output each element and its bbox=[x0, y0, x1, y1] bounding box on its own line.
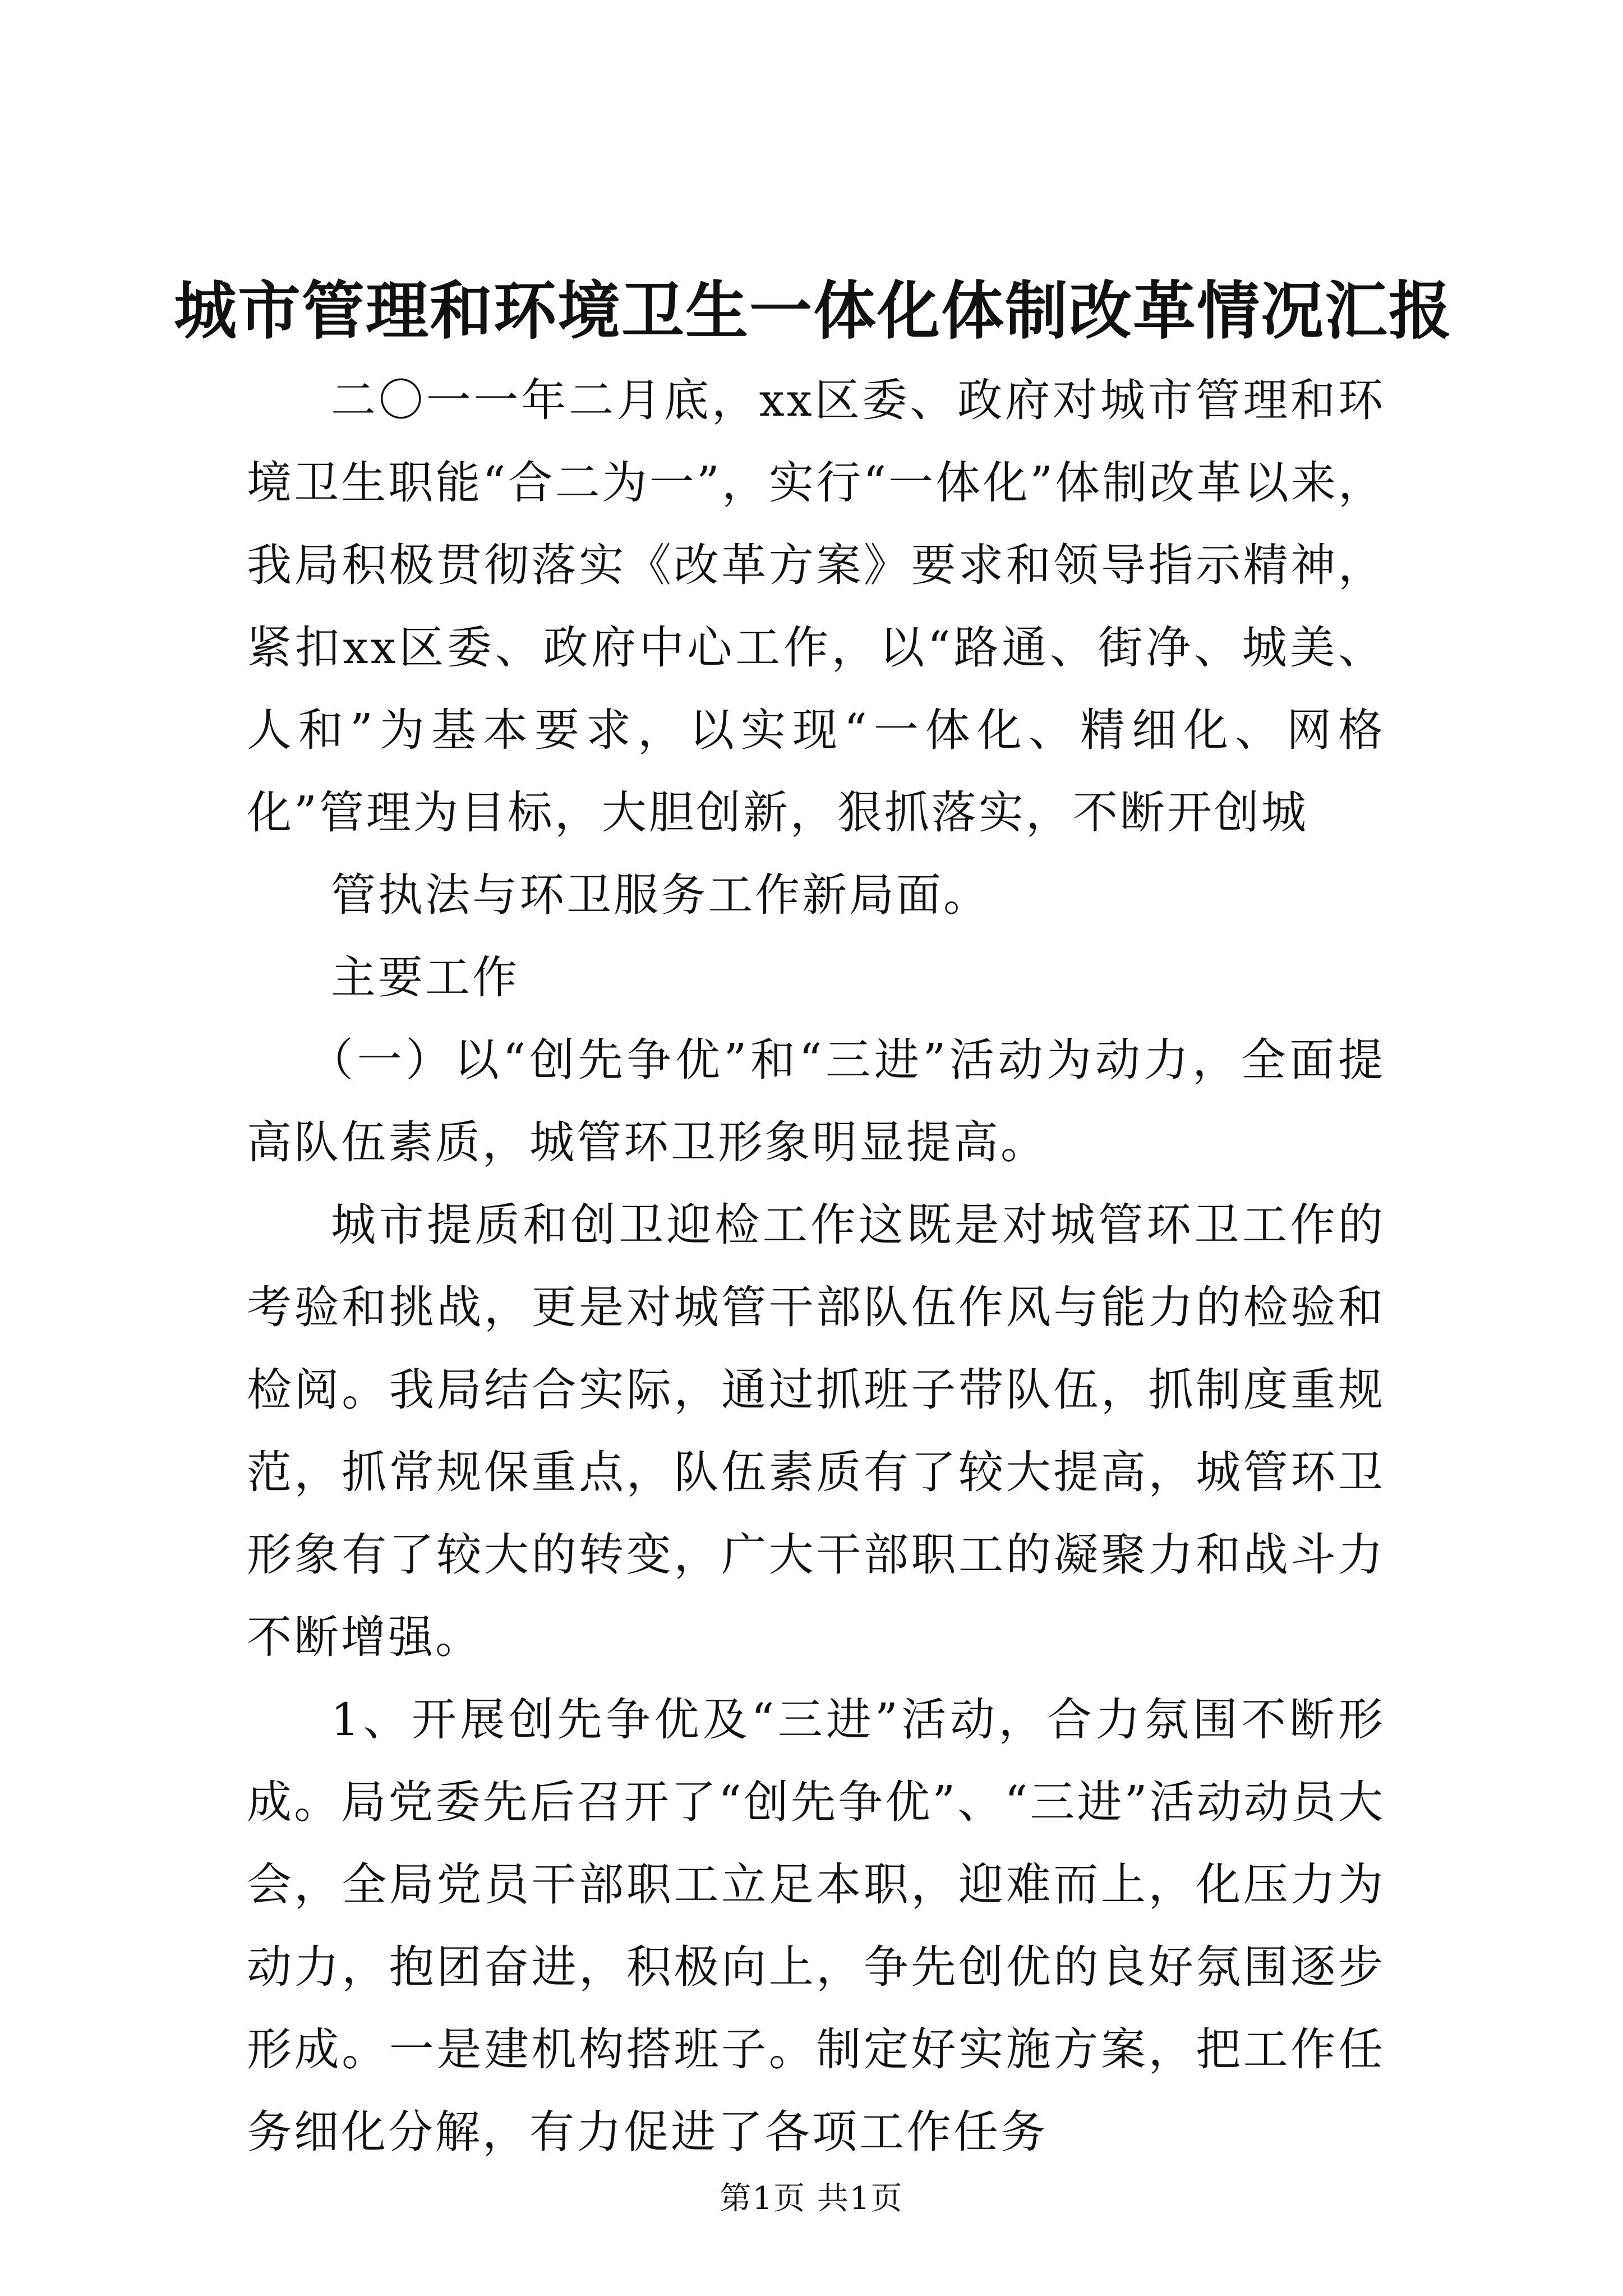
section-heading-main-work: 主要工作 bbox=[331, 951, 519, 1004]
subsection-heading-1: （一）以“创先争优”和“三进”活动为动力，全面提高队伍素质，城管环卫形象明显提高。 bbox=[247, 1034, 1385, 1168]
paragraph-intro-continued: 管执法与环卫服务工作新局面。 bbox=[331, 869, 990, 921]
page-number: 第1页 共1页 bbox=[720, 2180, 903, 2217]
document-body bbox=[247, 359, 1385, 2173]
paragraph-body-2: 1、开展创先争优及“三进”活动，合力氛围不断形成。局党委先后召开了“创先争优”、“三进”活动动员大会，全局党员干部职工立足本职，迎难而上，化压力为动力，抱团奋进，积极向上，争先创优的良好氛围逐步形成。一是建机构搭班子。制定好实施方案，把工作任务细化分解，有力促进了各项工作任务 bbox=[247, 1694, 1385, 2158]
page-footer bbox=[0, 2177, 1623, 2221]
document-title: 城市管理和环境卫生一体化体制改革情况汇报 bbox=[174, 274, 1453, 348]
paragraph-body-1: 城市提质和创卫迎检工作这既是对城管环卫工作的考验和挑战，更是对城管干部队伍作风与能力的检验和检阅。我局结合实际，通过抓班子带队伍，抓制度重规范，抓常规保重点，队伍素质有了较大提高，城管环卫形象有了较大的转变，广大干部职工的凝聚力和战斗力不断增强。 bbox=[247, 1199, 1385, 1663]
paragraph-intro: 二〇一一年二月底，xx区委、政府对城市管理和环境卫生职能“合二为一”，实行“一体化”体制改革以来，我局积极贯彻落实《改革方案》要求和领导指示精神，紧扣xx区委、政府中心工作，以“路通、街净、城美、人和”为基本要求，以实现“一体化、精细化、网格化”管理为目标，大胆创新，狠抓落实，不断开创城 bbox=[247, 374, 1385, 839]
